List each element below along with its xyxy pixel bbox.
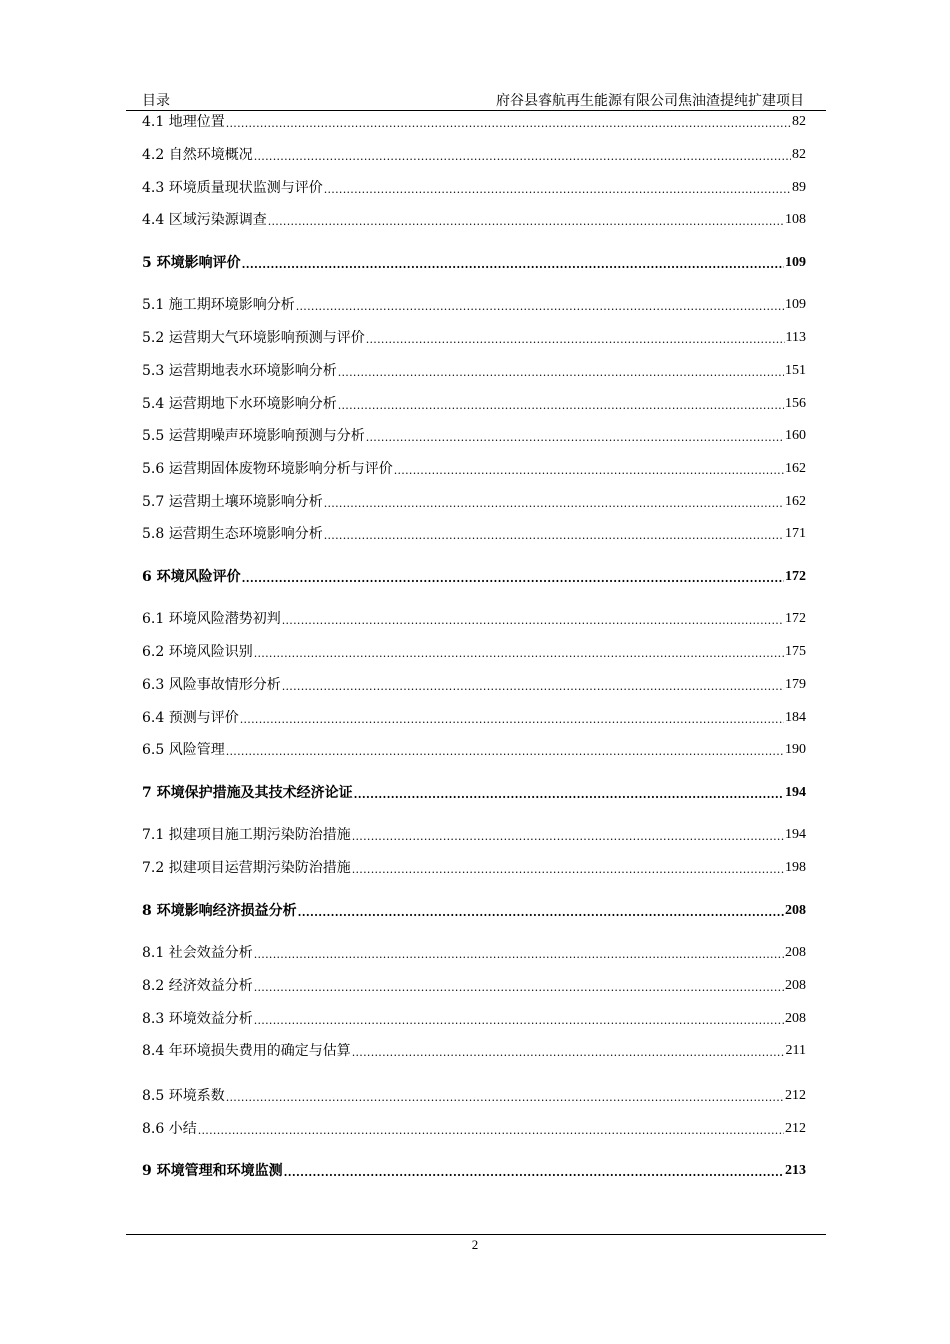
- toc-entry-page: 194: [785, 785, 806, 800]
- toc-entry-page: 160: [785, 428, 806, 443]
- toc-entry[interactable]: [142, 491, 806, 513]
- toc-entry[interactable]: [142, 327, 806, 349]
- toc-entry[interactable]: [142, 360, 806, 382]
- toc-entry-label: 4.3 环境质量现状监测与评价: [142, 180, 323, 196]
- header-right-title: 府谷县睿航再生能源有限公司焦油渣提纯扩建项目: [496, 93, 804, 109]
- toc-leader-dots: [268, 213, 784, 231]
- toc-entry-page: 175: [785, 644, 806, 659]
- toc-entry[interactable]: [142, 523, 806, 545]
- toc-leader-dots: [198, 1122, 784, 1140]
- toc-entry-label: 6.5 风险管理: [142, 742, 225, 758]
- toc-entry-label: 8 环境影响经济损益分析: [142, 903, 297, 919]
- toc-entry[interactable]: [142, 674, 806, 696]
- toc-entry-label: 5 环境影响评价: [142, 255, 241, 271]
- toc-entry-label: 8.5 环境系数: [142, 1088, 225, 1104]
- toc-entry-page: 156: [785, 396, 806, 411]
- toc-entry-label: 4.2 自然环境概况: [142, 147, 253, 163]
- toc-entry-label: 6 环境风险评价: [142, 569, 241, 585]
- toc-leader-dots: [242, 256, 784, 274]
- toc-entry-label: 5.8 运营期生态环境影响分析: [142, 526, 323, 542]
- toc-entry-label: 6.3 风险事故情形分析: [142, 677, 281, 693]
- toc-entry-page: 208: [785, 978, 806, 993]
- toc-entry-page: 162: [785, 494, 806, 509]
- toc-leader-dots: [352, 828, 784, 846]
- toc-entry-page: 162: [785, 461, 806, 476]
- toc-leader-dots: [282, 678, 784, 696]
- toc-entry-label: 8.4 年环境损失费用的确定与估算: [142, 1043, 351, 1059]
- toc-leader-dots: [324, 181, 791, 199]
- toc-leader-dots: [242, 570, 784, 588]
- toc-entry-page: 82: [792, 147, 806, 162]
- toc-entry-label: 5.7 运营期土壤环境影响分析: [142, 494, 323, 510]
- toc-entry-page: 108: [785, 212, 806, 227]
- toc-entry-page: 208: [785, 1011, 806, 1026]
- toc-leader-dots: [296, 298, 784, 316]
- toc-entry[interactable]: [142, 900, 806, 922]
- toc-entry-label: 7 环境保护措施及其技术经济论证: [142, 785, 353, 801]
- toc-entry-label: 5.4 运营期地下水环境影响分析: [142, 396, 337, 412]
- toc-entry-page: 194: [785, 827, 806, 842]
- toc-entry[interactable]: [142, 111, 806, 133]
- toc-entry[interactable]: [142, 177, 806, 199]
- toc-leader-dots: [254, 946, 784, 964]
- toc-entry-label: 8.6 小结: [142, 1121, 197, 1137]
- toc-entry[interactable]: [142, 1040, 806, 1062]
- toc-entry[interactable]: [142, 1160, 806, 1182]
- toc-entry-page: 172: [785, 611, 806, 626]
- toc-entry-label: 7.1 拟建项目施工期污染防治措施: [142, 827, 351, 843]
- toc-entry-page: 211: [785, 1043, 806, 1058]
- toc-entry[interactable]: [142, 425, 806, 447]
- toc-entry-page: 190: [785, 742, 806, 757]
- toc-leader-dots: [324, 527, 784, 545]
- toc-leader-dots: [352, 861, 784, 879]
- toc-leader-dots: [226, 115, 791, 133]
- toc-leader-dots: [394, 462, 784, 480]
- toc-entry-label: 5.2 运营期大气环境影响预测与评价: [142, 330, 365, 346]
- toc-entry[interactable]: [142, 608, 806, 630]
- toc-leader-dots: [366, 331, 785, 349]
- toc-entry-page: 172: [785, 569, 806, 584]
- toc-entry[interactable]: [142, 209, 806, 231]
- toc-leader-dots: [240, 711, 784, 729]
- toc-entry-page: 179: [785, 677, 806, 692]
- toc-entry-label: 8.3 环境效益分析: [142, 1011, 253, 1027]
- toc-entry-label: 9 环境管理和环境监测: [142, 1163, 283, 1179]
- toc-entry[interactable]: [142, 1085, 806, 1107]
- toc-entry[interactable]: [142, 824, 806, 846]
- toc-entry[interactable]: [142, 144, 806, 166]
- toc-entry-page: 151: [785, 363, 806, 378]
- page-number: 2: [471, 1237, 479, 1252]
- toc-leader-dots: [338, 364, 784, 382]
- toc-leader-dots: [254, 148, 791, 166]
- toc-entry[interactable]: [142, 1118, 806, 1140]
- toc-entry-page: 171: [785, 526, 806, 541]
- toc-entry-label: 8.2 经济效益分析: [142, 978, 253, 994]
- toc-leader-dots: [254, 645, 784, 663]
- toc-entry[interactable]: [142, 294, 806, 316]
- toc-leader-dots: [226, 743, 784, 761]
- footer-rule: [126, 1234, 826, 1235]
- toc-leader-dots: [366, 429, 784, 447]
- toc-entry[interactable]: [142, 252, 806, 274]
- toc-entry-label: 8.1 社会效益分析: [142, 945, 253, 961]
- toc-entry[interactable]: [142, 975, 806, 997]
- toc-entry-label: 6.4 预测与评价: [142, 710, 239, 726]
- toc-entry-page: 89: [792, 180, 806, 195]
- toc-leader-dots: [324, 495, 784, 513]
- toc-leader-dots: [352, 1044, 785, 1062]
- toc-leader-dots: [298, 904, 784, 922]
- toc-entry[interactable]: [142, 641, 806, 663]
- toc-entry-page: 184: [785, 710, 806, 725]
- toc-leader-dots: [254, 979, 784, 997]
- toc-entry-page: 208: [785, 945, 806, 960]
- toc-entry-label: 4.4 区域污染源调查: [142, 212, 267, 228]
- toc-entry-page: 109: [785, 255, 806, 270]
- toc-entry-page: 212: [785, 1088, 806, 1103]
- toc-leader-dots: [226, 1089, 784, 1107]
- toc-entry-label: 5.6 运营期固体废物环境影响分析与评价: [142, 461, 393, 477]
- toc-entry-page: 213: [785, 1163, 806, 1178]
- toc-entry-label: 5.3 运营期地表水环境影响分析: [142, 363, 337, 379]
- toc-entry[interactable]: [142, 942, 806, 964]
- toc-entry-page: 82: [792, 114, 806, 129]
- toc-leader-dots: [254, 1012, 784, 1030]
- toc-leader-dots: [354, 786, 784, 804]
- toc-entry[interactable]: [142, 707, 806, 729]
- toc-leader-dots: [284, 1164, 784, 1182]
- toc-entry-page: 109: [785, 297, 806, 312]
- header-left-title: 目录: [142, 93, 170, 109]
- toc-entry-label: 6.1 环境风险潜势初判: [142, 611, 281, 627]
- toc-entry[interactable]: [142, 458, 806, 480]
- toc-entry[interactable]: [142, 739, 806, 761]
- toc-entry[interactable]: [142, 1008, 806, 1030]
- toc-entry-page: 208: [785, 903, 806, 918]
- toc-entry-page: 113: [785, 330, 806, 345]
- toc-entry-label: 6.2 环境风险识别: [142, 644, 253, 660]
- toc-entry[interactable]: [142, 393, 806, 415]
- toc-entry-label: 5.1 施工期环境影响分析: [142, 297, 295, 313]
- toc-entry[interactable]: [142, 782, 806, 804]
- toc-entry-label: 7.2 拟建项目运营期污染防治措施: [142, 860, 351, 876]
- toc-entry[interactable]: [142, 566, 806, 588]
- toc-entry-page: 212: [785, 1121, 806, 1136]
- toc-entry-label: 5.5 运营期噪声环境影响预测与分析: [142, 428, 365, 444]
- toc-entry[interactable]: [142, 857, 806, 879]
- toc-leader-dots: [338, 397, 784, 415]
- toc-leader-dots: [282, 612, 784, 630]
- toc-entry-label: 4.1 地理位置: [142, 114, 225, 130]
- toc-entry-page: 198: [785, 860, 806, 875]
